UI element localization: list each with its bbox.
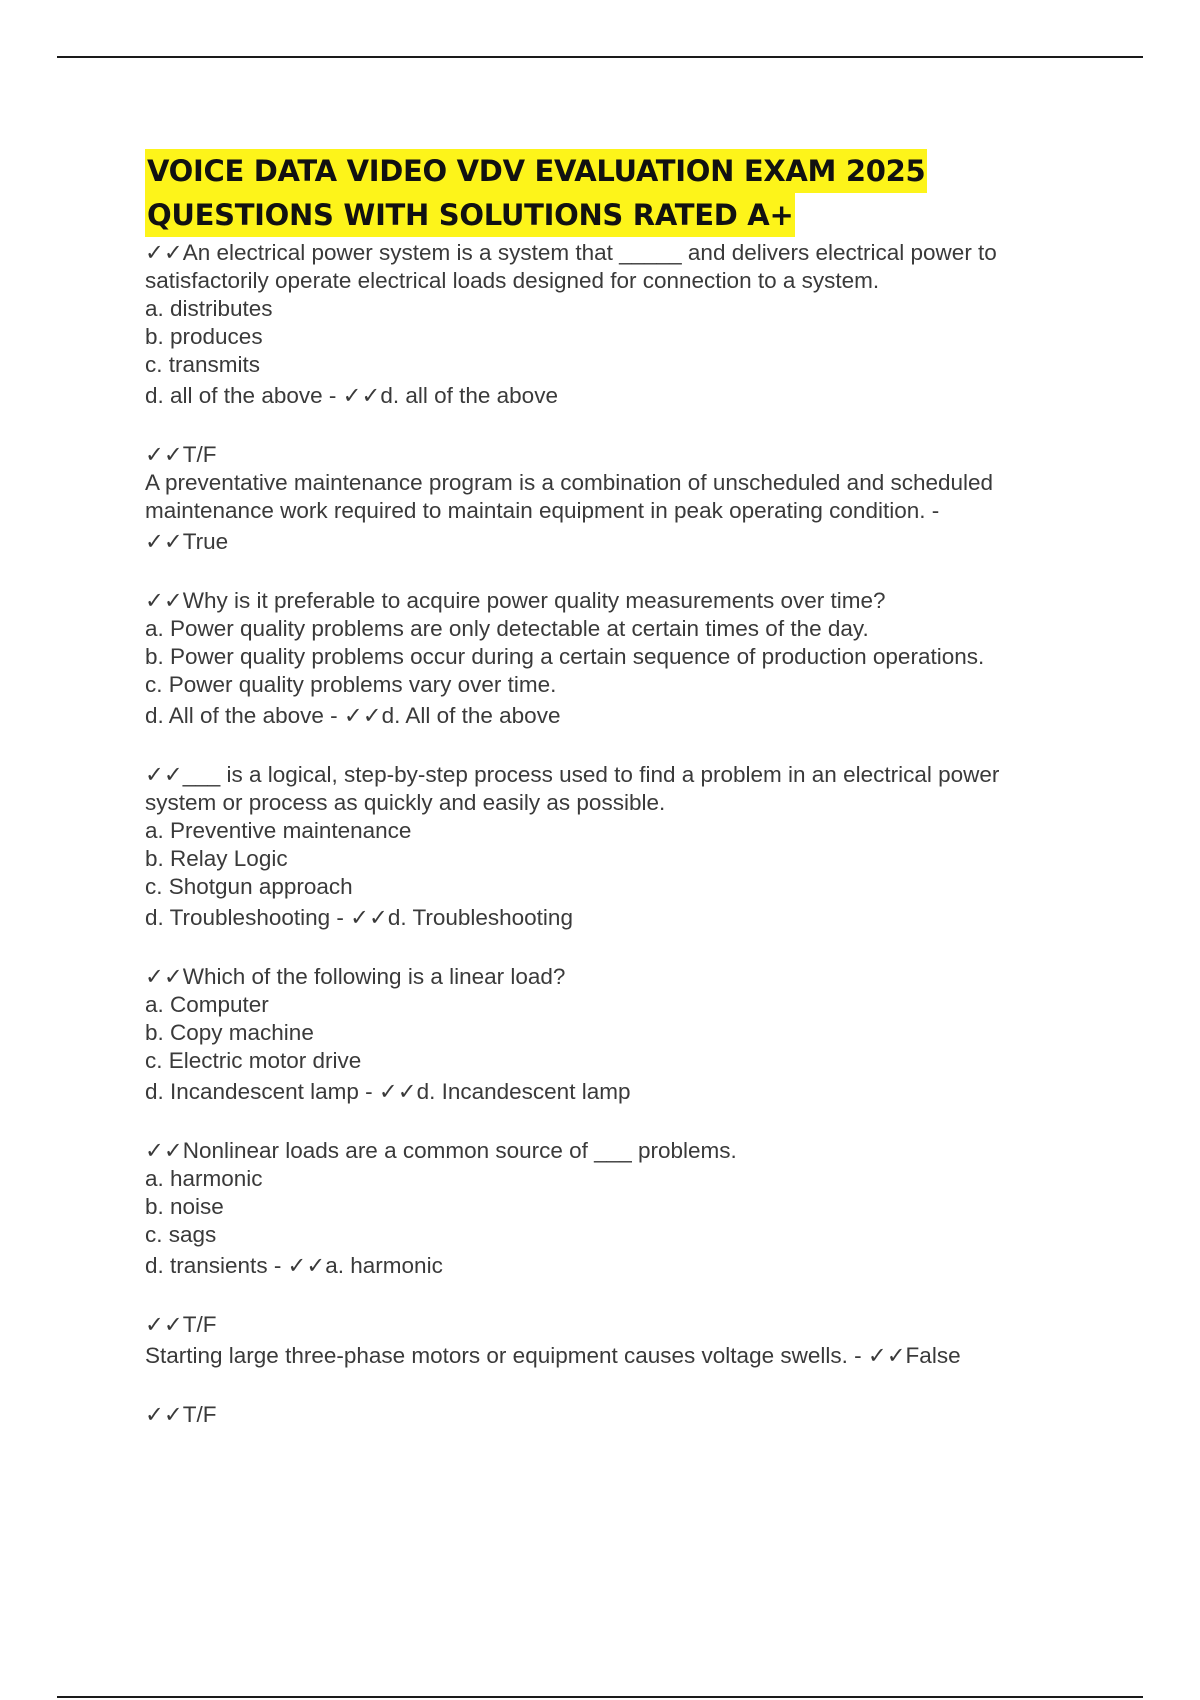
question-text: ✓✓Nonlinear loads are a common source of ___ problems. bbox=[145, 1138, 737, 1163]
answer-option: a. harmonic bbox=[145, 1166, 263, 1191]
question-spacer bbox=[145, 733, 1145, 761]
answer-key: d. All of the above - ✓✓d. All of the above bbox=[145, 703, 561, 728]
question-text: ✓✓An electrical power system is a system that _____ and delivers electrical power to bbox=[145, 240, 997, 265]
question-spacer bbox=[145, 559, 1145, 587]
question-spacer bbox=[145, 1373, 1145, 1401]
answer-option: a. Preventive maintenance bbox=[145, 818, 412, 843]
question-text: ✓✓T/F bbox=[145, 442, 217, 467]
question-spacer bbox=[145, 1283, 1145, 1311]
question-text: satisfactorily operate electrical loads designed for connection to a system. bbox=[145, 268, 880, 293]
answer-option: c. Power quality problems vary over time. bbox=[145, 672, 557, 697]
question-block bbox=[145, 441, 1145, 559]
question-text: system or process as quickly and easily as possible. bbox=[145, 790, 666, 815]
title-line-1: VOICE DATA VIDEO VDV EVALUATION EXAM 2025 bbox=[145, 149, 927, 193]
question-spacer bbox=[145, 935, 1145, 963]
answer-option: c. transmits bbox=[145, 352, 261, 377]
answer-key: d. transients - ✓✓a. harmonic bbox=[145, 1253, 443, 1278]
answer-key: ✓✓True bbox=[145, 529, 229, 554]
answer-option: b. produces bbox=[145, 324, 263, 349]
question-block bbox=[145, 587, 1145, 733]
bottom-rule bbox=[57, 1696, 1143, 1698]
answer-option: b. Copy machine bbox=[145, 1020, 314, 1045]
question-text: A preventative maintenance program is a combination of unscheduled and scheduled bbox=[145, 470, 994, 495]
question-text: ✓✓Which of the following is a linear load? bbox=[145, 964, 566, 989]
answer-key: d. Incandescent lamp - ✓✓d. Incandescent lamp bbox=[145, 1079, 631, 1104]
page-content bbox=[145, 149, 1145, 1429]
question-block bbox=[145, 761, 1145, 935]
question-block bbox=[145, 239, 1145, 413]
answer-option: c. Shotgun approach bbox=[145, 874, 353, 899]
top-rule bbox=[57, 56, 1143, 58]
answer-key: Starting large three-phase motors or equipment causes voltage swells. - ✓✓False bbox=[145, 1343, 961, 1368]
title-line-2: QUESTIONS WITH SOLUTIONS RATED A+ bbox=[145, 193, 795, 237]
question-spacer bbox=[145, 413, 1145, 441]
answer-key: d. all of the above - ✓✓d. all of the above bbox=[145, 383, 558, 408]
question-block bbox=[145, 1401, 1145, 1429]
answer-option: b. Power quality problems occur during a certain sequence of production operations. bbox=[145, 644, 985, 669]
answer-option: b. Relay Logic bbox=[145, 846, 288, 871]
question-block bbox=[145, 1311, 1145, 1373]
question-text: maintenance work required to maintain equipment in peak operating condition. - bbox=[145, 498, 940, 523]
answer-key: d. Troubleshooting - ✓✓d. Troubleshooting bbox=[145, 905, 573, 930]
question-block bbox=[145, 963, 1145, 1109]
question-text: ✓✓___ is a logical, step-by-step process used to find a problem in an electrical power bbox=[145, 762, 1000, 787]
question-spacer bbox=[145, 1109, 1145, 1137]
answer-option: c. Electric motor drive bbox=[145, 1048, 362, 1073]
question-list bbox=[145, 239, 1145, 1429]
answer-option: a. Computer bbox=[145, 992, 269, 1017]
question-text: ✓✓T/F bbox=[145, 1312, 217, 1337]
document-title bbox=[145, 149, 1145, 237]
answer-option: a. Power quality problems are only detectable at certain times of the day. bbox=[145, 616, 869, 641]
question-text: ✓✓Why is it preferable to acquire power quality measurements over time? bbox=[145, 588, 886, 613]
answer-option: b. noise bbox=[145, 1194, 224, 1219]
question-block bbox=[145, 1137, 1145, 1283]
question-text: ✓✓T/F bbox=[145, 1402, 217, 1427]
answer-option: c. sags bbox=[145, 1222, 217, 1247]
answer-option: a. distributes bbox=[145, 296, 273, 321]
